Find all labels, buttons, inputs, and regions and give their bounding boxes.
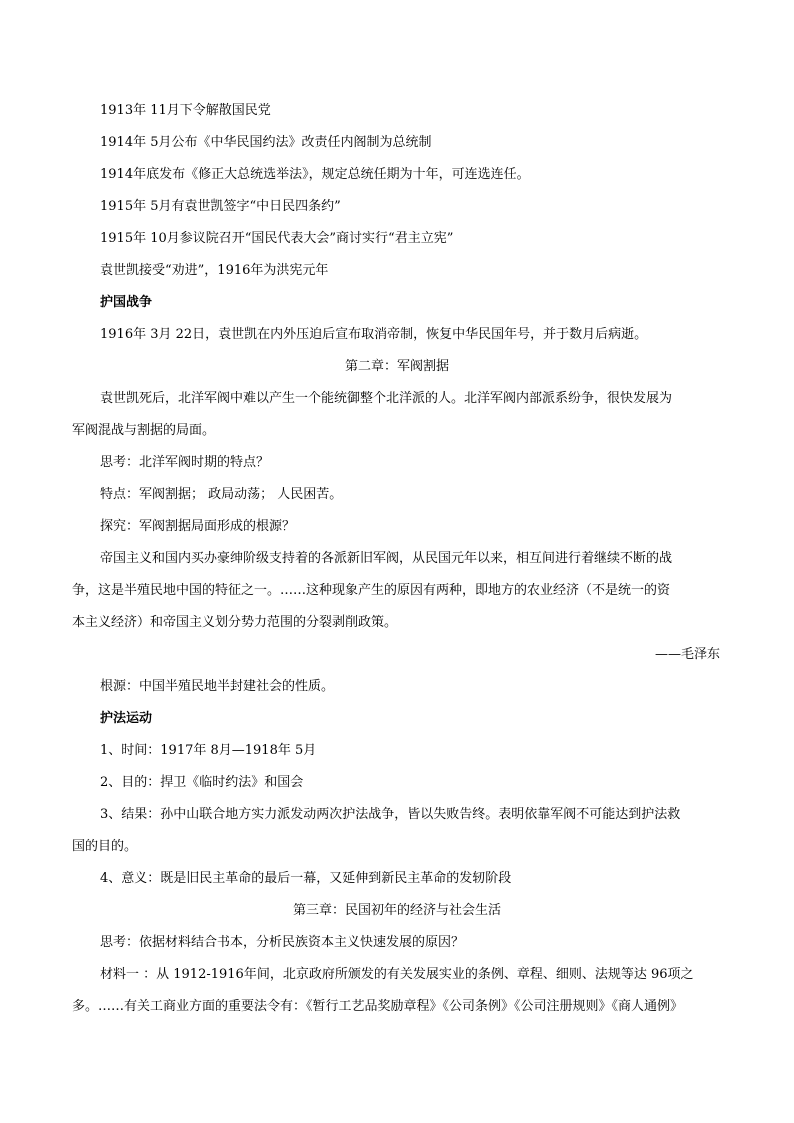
question-root-cause: 探究：军阀割据局面形成的根源？ [100, 519, 296, 534]
text-line-1915-monarchy: 1915年 10月参议院召开“国民代表大会”商讨实行“君主立宪” [100, 231, 454, 246]
quote-line2: 争，这是半殖民地中国的特征之一。……这种现象产生的原因有两种，即地方的农业经济（不是统一的资 [72, 583, 671, 598]
section-heading-huguo: 护国战争 [100, 295, 153, 310]
answer-root-cause: 根源：中国半殖民地半封建社会的性质。 [100, 679, 335, 694]
material-1-line1: 材料一 ：从 1912-1916年间，北京政府所颁发的有关发展实业的条例、章程、细则、法规等达 96项之 [100, 967, 694, 982]
text-line-1916: 1916年 3月 22日，袁世凯在内外压迫后宣布取消帝制，恢复中华民国年号，并于数月后病逝。 [100, 327, 648, 342]
text-line-1914-constitution: 1914年 5月公布《中华民国约法》改责任内阁制为总统制 [100, 135, 432, 150]
hufa-item-purpose: 2、目的：捍卫《临时约法》和国会 [100, 775, 304, 790]
question-features: 思考：北洋军阀时期的特点？ [100, 455, 270, 470]
text-line-hongxian: 袁世凯接受“劝进”，1916年为洪宪元年 [100, 263, 329, 278]
chapter-title-3: 第三章：民国初年的经济与社会生活 [292, 903, 501, 918]
material-1-line2: 多。……有关工商业方面的重要法令有：《暂行工艺品奖励章程》《公司条例》《公司注册规则》《商人通例》 [72, 999, 684, 1014]
text-line-1914-election-law: 1914年底发布《修正大总统选举法》，规定总统任期为十年，可连选连任。 [100, 167, 530, 182]
hufa-item-time: 1、时间：1917年 8月—1918年 5月 [100, 743, 317, 758]
section-heading-hufa: 护法运动 [100, 711, 153, 726]
question-capitalism: 思考：依据材料结合书本，分析民族资本主义快速发展的原因？ [100, 935, 465, 950]
paragraph-warlords-line2: 军阀混战与割据的局面。 [72, 423, 216, 438]
hufa-item-result-line1: 3、结果：孙中山联合地方实力派发动两次护法战争，皆以失败告终。表明依靠军阀不可能达到护法救 [100, 807, 681, 822]
quote-line3: 本主义经济）和帝国主义划分势力范围的分裂剥削政策。 [72, 615, 398, 630]
paragraph-warlords-line1: 袁世凯死后，北洋军阀中难以产生一个能统御整个北洋派的人。北洋军阀内部派系纷争，很快发展为 [100, 391, 673, 406]
answer-features: 特点：军阀割据； 政局动荡； 人民困苦。 [100, 487, 343, 502]
hufa-item-result-line2: 国的目的。 [72, 839, 138, 854]
text-line-1913: 1913年 11月下令解散国民党 [100, 103, 271, 118]
quote-line1: 帝国主义和国内买办豪绅阶级支持着的各派新旧军阀，从民国元年以来，相互间进行着继续不断的战 [100, 551, 673, 566]
hufa-item-significance: 4、意义：既是旧民主革命的最后一幕，又延伸到新民主革命的发轫阶段 [100, 871, 512, 886]
text-line-1915-treaty: 1915年 5月有袁世凯签字“中日民四条约” [100, 199, 341, 214]
quote-attribution: ——毛泽东 [654, 647, 720, 662]
chapter-title-2: 第二章：军阀割据 [344, 359, 449, 374]
